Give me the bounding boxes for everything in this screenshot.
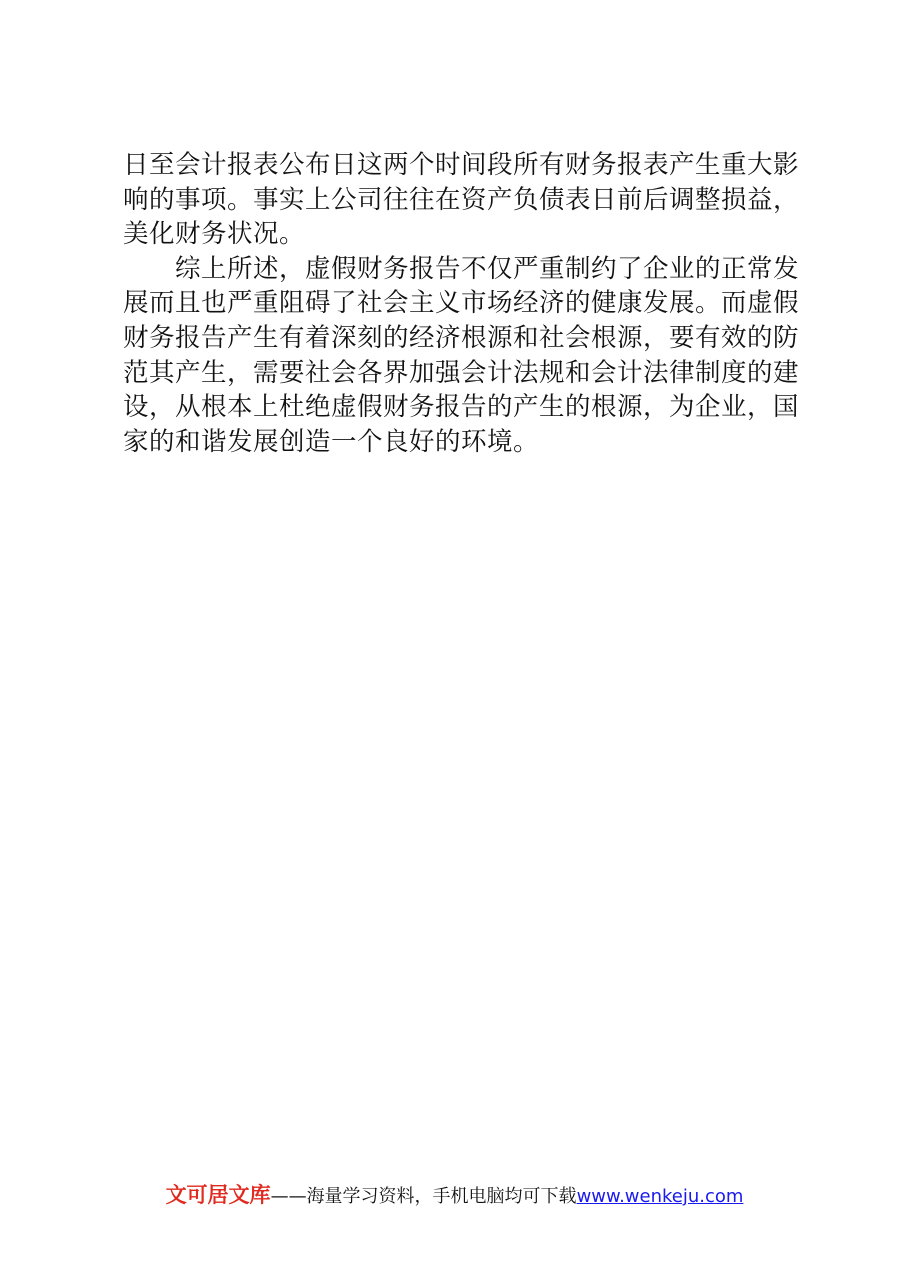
paragraph-1: 日至会计报表公布日这两个时间段所有财务报表产生重大影响的事项。事实上公司往往在资产负债表日前后调整损益，美化财务状况。 xyxy=(123,150,800,250)
footer-slogan: ——海量学习资料，手机电脑均可下载 xyxy=(270,1186,577,1207)
document-body xyxy=(123,148,799,459)
footer-banner xyxy=(0,1180,909,1212)
footer-brand-name: 文可居文库 xyxy=(165,1183,271,1207)
paragraph-2: 综上所述，虚假财务报告不仅严重制约了企业的正常发展而且也严重阻碍了社会主义市场经济的健康发展。而虚假财务报告产生有着深刻的经济根源和社会根源，要有效的防范其产生，需要社会各界加强会计法规和会计法律制度的建设，从根本上杜绝虚假财务报告的产生的根源，为企业，国家的和谐发展创造一个良好的环境。 xyxy=(123,253,800,457)
footer-website-link[interactable]: www.wenkeju.com xyxy=(576,1186,744,1207)
